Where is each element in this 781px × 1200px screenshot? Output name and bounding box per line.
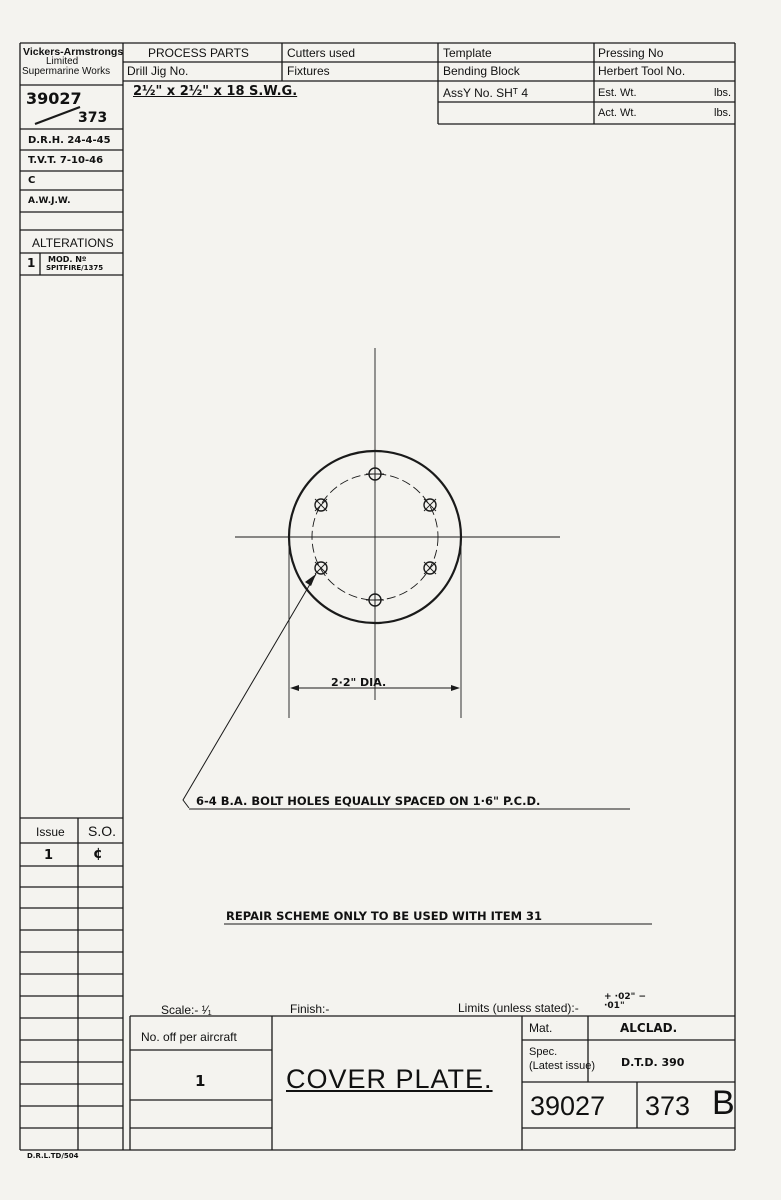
drawing-number: 39027 (26, 89, 82, 108)
approval-drawn: D.R.H. 24-4-45 (28, 135, 111, 146)
cutters-used-label: Cutters used (287, 46, 356, 60)
diameter-dimension: 2·2" DIA. (331, 676, 387, 689)
company-name-line2: Limited (46, 56, 79, 67)
actual-weight-unit: lbs. (714, 107, 732, 119)
finish-label: Finish:- (290, 1002, 330, 1016)
alterations-heading: ALTERATIONS (32, 236, 114, 250)
herbert-tool-no-label: Herbert Tool No. (598, 64, 686, 78)
template-label: Template (443, 46, 492, 60)
repair-scheme-note: REPAIR SCHEME ONLY TO BE USED WITH ITEM 31 (226, 909, 543, 923)
limits-label: Limits (unless stated):- (458, 1001, 579, 1015)
no-off-value: 1 (195, 1072, 206, 1090)
so-column-header: S.O. (88, 823, 117, 839)
approval-approved: A.W.J.W. (28, 196, 71, 206)
limits-value: + ·02" − ·01" (604, 992, 646, 1011)
bending-block-label: Bending Block (443, 64, 520, 78)
drawing-sub-number: 373 (78, 110, 108, 126)
fixtures-label: Fixtures (287, 64, 330, 78)
part-title: COVER PLATE. (286, 1064, 493, 1094)
spec-latest-issue-label: (Latest issue) (529, 1060, 596, 1072)
material-label: Mat. (529, 1021, 553, 1035)
process-parts-label: PROCESS PARTS (148, 46, 249, 60)
pressing-no-label: Pressing No (598, 46, 664, 60)
scale-label: Scale:- ¹⁄₁ (161, 1003, 212, 1017)
estimated-weight-label: Est. Wt. (598, 87, 637, 99)
bolt-holes-note: 6-4 B.A. BOLT HOLES EQUALLY SPACED ON 1·6" P.C.D. (196, 794, 541, 808)
actual-weight-label: Act. Wt. (598, 107, 637, 119)
issue-column-header: Issue (36, 825, 65, 839)
drill-jig-no-label: Drill Jig No. (127, 64, 189, 78)
assembly-number: AssY No. SHᵀ 4 (443, 86, 529, 100)
issue-letter: B (712, 1084, 735, 1122)
approval-traced: T.V.T. 7-10-46 (28, 155, 104, 166)
spec-label: Spec. (529, 1046, 558, 1058)
no-off-per-aircraft-label: No. off per aircraft (141, 1030, 237, 1044)
material-value: ALCLAD. (620, 1021, 678, 1035)
blank-size: 2½" x 2½" x 18 S.W.G. (133, 84, 298, 99)
approval-checked: C (28, 175, 36, 186)
company-name-line1: Vickers-Armstrongs (23, 46, 124, 58)
alteration-item-number: 1 (27, 256, 36, 270)
title-drawing-number: 39027 (530, 1091, 606, 1121)
estimated-weight-unit: lbs. (714, 87, 732, 99)
alteration-mod-line1: MOD. Nº (48, 255, 87, 264)
so-value: ¢ (93, 846, 103, 862)
title-drawing-sub-number: 373 (645, 1091, 691, 1121)
alteration-mod-line2: SPITFIRE/1375 (46, 264, 104, 272)
company-name-line3: Supermarine Works (22, 66, 111, 77)
issue-value: 1 (44, 848, 54, 863)
footer-form-code: D.R.L.TD/504 (27, 1152, 79, 1160)
spec-value: D.T.D. 390 (621, 1056, 685, 1069)
